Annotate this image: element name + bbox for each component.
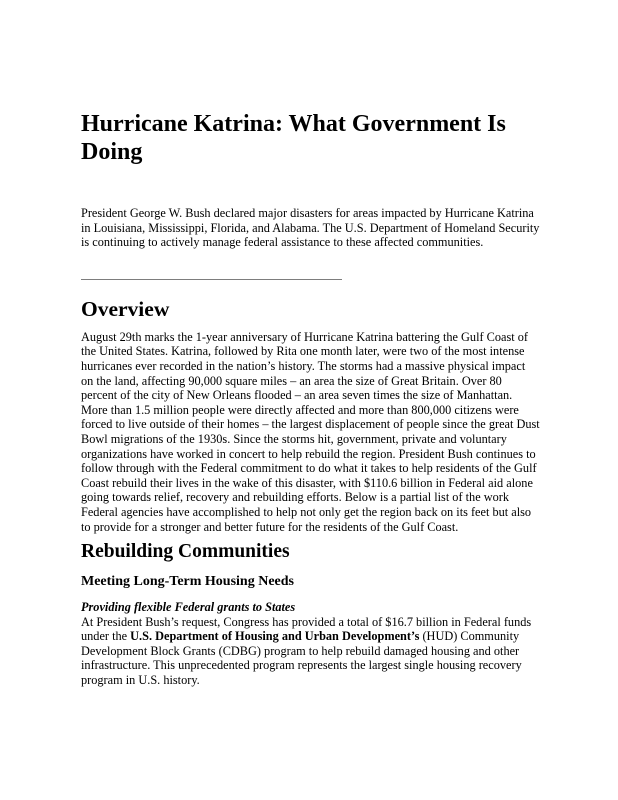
grants-text-bold: U.S. Department of Housing and Urban Development’s [130, 629, 420, 644]
rebuilding-communities-heading: Rebuilding Communities [81, 541, 290, 563]
overview-paragraph: August 29th marks the 1-year anniversary of Hurricane Katrina battering the Gulf Coast of the United States. Katrina, followed by Rita one month later, were two of the most intense hurricanes ever recorded in the nation’s history. The storms had a massive physical impact on the land, affecting 90,000 square miles – an area the size of Great Britain. Over 80 percent of the city of New Orleans flooded – an area seven times the size of Manhattan. More than 1.5 million people were directly affected and more than 800,000 citizens were forced to live outside of their homes – the largest displacement of people since the great Dust Bowl migrations of the 1930s. Since the storms hit, government, private and voluntary organizations have worked in concert to help rebuild the region. President Bush continues to follow through with the Federal commitment to do what it takes to help residents of the Gulf Coast rebuild their lives in the wake of this disaster, with $110.6 billion in Federal aid alone going towards relief, recovery and rebuilding efforts. Below is a partial list of the work Federal agencies have accomplished to help not only get the region back on its feet but also to provide for a stronger and better future for the residents of the Gulf Coast. [81, 329, 540, 534]
grants-paragraph [81, 600, 540, 688]
grants-text-before-bold: At President Bush’s request, Congress has provided a total of $16.7 billion in Federal funds under the [81, 614, 532, 644]
horizontal-rule [81, 279, 342, 280]
document-content [81, 110, 540, 688]
grants-text-after-bold: (HUD) Community Development Block Grants (CDBG) program to help rebuild damaged housing and other infrastructure. This unprecedented program represents the largest single housing recovery program in U.S. history. [81, 629, 522, 688]
intro-paragraph: President George W. Bush declared major disasters for areas impacted by Hurricane Katrina in Louisiana, Mississippi, Florida, and Alabama. The U.S. Department of Homeland Security is continuing to actively manage federal assistance to these affected communities. [81, 206, 540, 250]
housing-needs-subheading: Meeting Long-Term Housing Needs [81, 574, 294, 590]
document-title: Hurricane Katrina: What Government Is Doing [81, 111, 506, 165]
grants-item-title: Providing flexible Federal grants to States [81, 600, 296, 615]
overview-heading: Overview [81, 296, 170, 321]
